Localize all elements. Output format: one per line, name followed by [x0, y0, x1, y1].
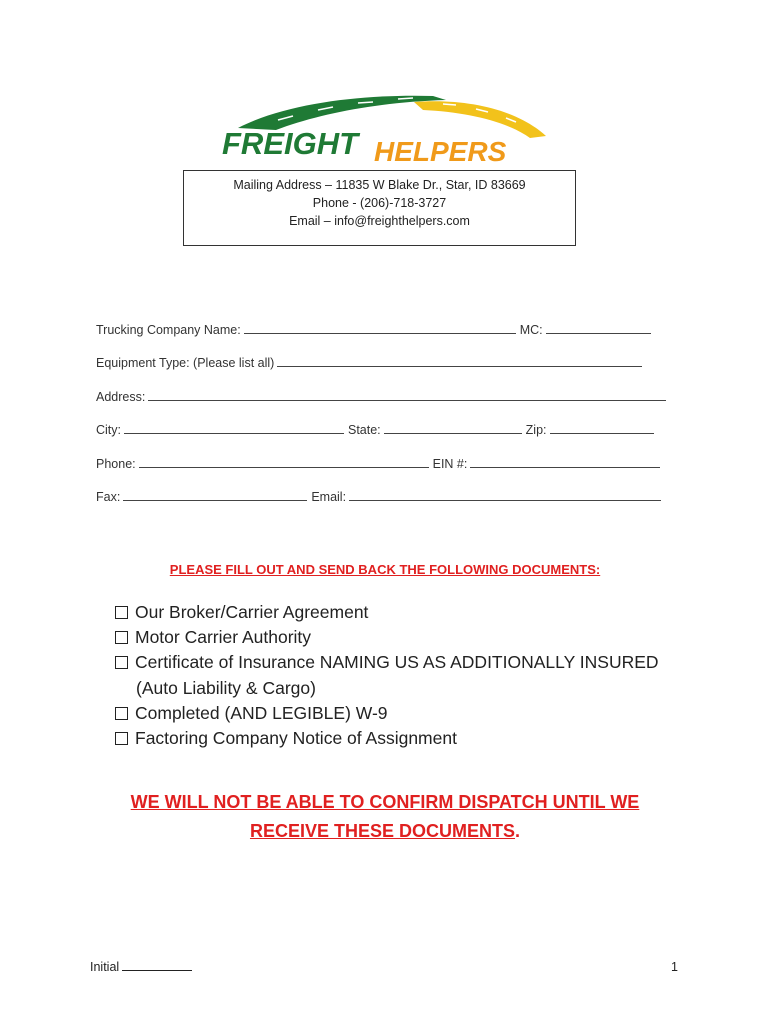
address-field[interactable] [148, 399, 666, 401]
documents-notice: PLEASE FILL OUT AND SEND BACK THE FOLLOWING DOCUMENTS: [169, 562, 601, 577]
checklist-item [115, 650, 659, 675]
ein-field[interactable] [470, 466, 660, 468]
page-number: 1 [671, 960, 678, 974]
address-label: Address: [96, 389, 146, 404]
freight-helpers-logo [218, 92, 550, 166]
email-label: Email: [311, 490, 347, 504]
form-row-fax [96, 472, 671, 506]
state-label: State: [348, 423, 381, 437]
warning-line-1: WE WILL NOT BE ABLE TO CONFIRM DISPATCH UNTIL WE [130, 792, 640, 812]
ein-label: EIN #: [432, 456, 468, 471]
form-row-phone [96, 438, 671, 472]
zip-label: Zip: [525, 423, 547, 437]
checklist-label: Motor Carrier Authority [135, 627, 312, 648]
checklist-item [115, 726, 659, 751]
checklist-item [115, 625, 659, 650]
carrier-info-form [96, 304, 671, 505]
mailing-address: Mailing Address – 11835 W Blake Dr., Star, ID 83669 [233, 178, 526, 192]
warning-period: . [515, 821, 521, 841]
warning-line-2: RECEIVE THESE DOCUMENTS [249, 821, 516, 841]
email-field[interactable] [349, 499, 661, 501]
logo-word-freight: FREIGHT [222, 126, 359, 161]
phone-field[interactable] [139, 466, 429, 468]
checkbox[interactable] [115, 631, 128, 644]
checklist-item-continuation [115, 676, 659, 701]
mc-field[interactable] [546, 332, 651, 334]
form-row-company [96, 304, 671, 338]
checkbox[interactable] [115, 606, 128, 619]
checklist-label: Our Broker/Carrier Agreement [135, 602, 369, 622]
fax-label: Fax: [96, 490, 121, 504]
checklist-item [115, 701, 659, 726]
state-field[interactable] [384, 432, 522, 434]
checkbox[interactable] [115, 656, 128, 669]
mc-label: MC: [519, 322, 543, 337]
checklist-label: Factoring Company Notice of Assignment [135, 728, 457, 749]
contact-email: Email – info@freighthelpers.com [289, 214, 470, 228]
equipment-type-label: Equipment Type: (Please list all) [96, 356, 275, 370]
checkbox[interactable] [115, 707, 128, 720]
initial-footer [90, 960, 192, 974]
fax-field[interactable] [123, 499, 307, 501]
company-name-label: Trucking Company Name: [96, 322, 241, 337]
initial-label: Initial [90, 960, 120, 974]
logo-word-helpers: HELPERS [374, 136, 507, 166]
documents-checklist [115, 600, 659, 751]
dispatch-warning [0, 788, 770, 846]
checklist-item [115, 600, 659, 625]
zip-field[interactable] [550, 432, 654, 434]
checkbox[interactable] [115, 732, 128, 745]
form-row-address [96, 371, 671, 405]
city-label: City: [96, 423, 121, 437]
checklist-label: Certificate of Insurance NAMING US AS ADDITIONALLY INSURED [135, 652, 659, 673]
checklist-label: (Auto Liability & Cargo) [136, 677, 316, 698]
equipment-type-field[interactable] [277, 365, 642, 367]
contact-box [183, 170, 576, 246]
city-field[interactable] [124, 432, 344, 434]
phone-label: Phone: [96, 456, 136, 471]
form-row-equipment [96, 338, 671, 372]
form-row-city [96, 405, 671, 439]
checklist-label: Completed (AND LEGIBLE) W-9 [135, 702, 388, 723]
contact-phone: Phone - (206)-718-3727 [312, 196, 447, 210]
company-name-field[interactable] [244, 332, 516, 334]
initial-field[interactable] [122, 960, 192, 971]
